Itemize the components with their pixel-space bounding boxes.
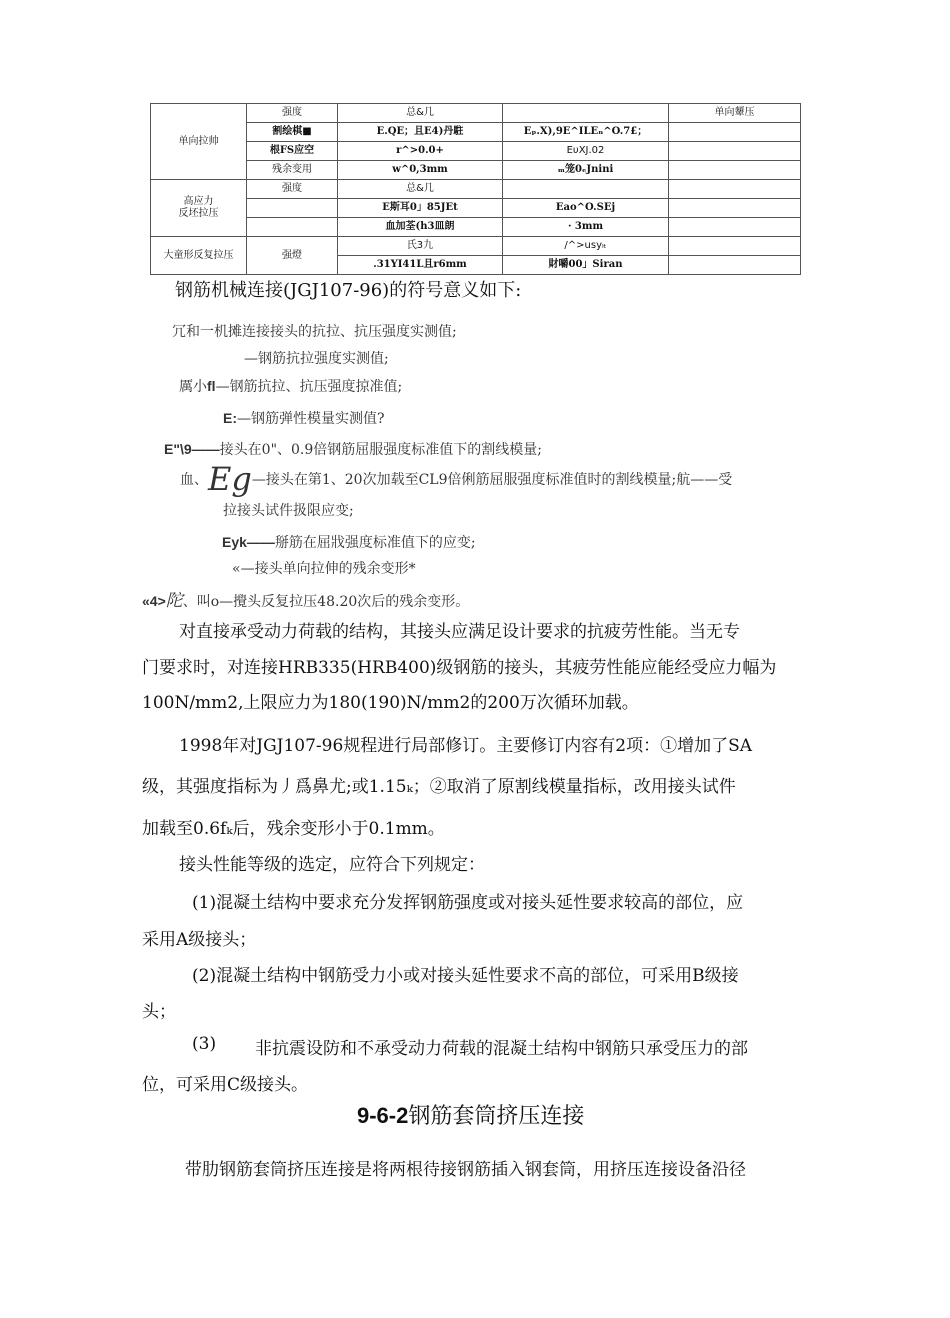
symbol-bold: E:	[223, 410, 237, 426]
paragraph-line: 门要求时，对连接HRB335(HRB400)级钢筋的接头，其疲劳性能应能经受应力幅为	[142, 658, 777, 678]
table-cell: E.QE；且E4)丹駐	[338, 123, 503, 142]
table-cell: 根FS应空	[247, 142, 338, 161]
symbol-line: 拉接头试件扱限应变;	[223, 503, 354, 519]
row-label-cyclic: 大童形反复拉压	[151, 237, 247, 275]
table-cell: 残余变用	[247, 161, 338, 180]
table-cell	[669, 256, 801, 275]
table-cell	[503, 104, 669, 123]
symbol-line	[164, 439, 542, 459]
table-cell	[669, 123, 801, 142]
symbol-line: —钢筋抗拉强度实测值;	[244, 351, 389, 367]
table-cell	[669, 161, 801, 180]
table-cell: 总&几	[338, 104, 503, 123]
table-cell: 割绘棋■	[247, 123, 338, 142]
symbol-italic: 陀	[165, 591, 183, 611]
paragraph-line: 带肋钢筋套筒挤压连接是将两根待接钢筋插入钢套筒，用挤压连接设备沿径	[185, 1160, 746, 1180]
table-cell: /^>usyₗₜ	[503, 237, 669, 256]
table-cell: 强度	[247, 180, 338, 199]
table-cell	[247, 218, 338, 237]
paragraph-line: 1998年对JGJ107-96规程进行局部修订。主要修订内容有2项：①增加了SA	[179, 736, 753, 756]
symbol-text: —接头在第1、20次加载至CL9倍俐筋屈服强度标准值时的割线模量;航——受	[251, 472, 733, 488]
list-item-number: (3)	[192, 1034, 217, 1054]
symbol-text: 接头在0"、0.9倍钢筋屈服强度标准值下的割线模量;	[219, 442, 542, 458]
symbol-text: 、叫o—攪头反复拉压48.20次后的残余变形。	[182, 594, 470, 610]
row-label-high-stress	[151, 180, 247, 237]
row-label-line: 高应力	[183, 196, 214, 207]
list-item-line: (1)混凝土结构中要求充分发挥钢筋强度或对接头延性要求较高的部位，应	[192, 893, 744, 913]
symbol-bold: Eyk——	[222, 534, 275, 550]
symbol-bold: «4>	[142, 593, 166, 609]
symbol-text: 掰筋在屈戕强度标准值下的应变;	[274, 535, 476, 551]
table-cell	[669, 180, 801, 199]
list-item-line: (2)混凝土结构中钢筋受力小或对接头延性要求不高的部位，可采用B级接	[192, 966, 739, 986]
paragraph-line: 级，其强度指标为丿爲鼻尤;或1.15ₖ；②取消了原割线模量指标，改用接头试件	[142, 777, 736, 797]
paragraph-line: 对直接承受动力荷载的结构，其接头应满足设计要求的抗疲劳性能。当无专	[179, 622, 740, 642]
table-cell	[503, 180, 669, 199]
paragraph-line: 100N/mm2,上限应力为180(190)N/mm2的200万次循环加载。	[142, 693, 639, 713]
symbol-line	[180, 460, 732, 498]
paragraph-line: 接头性能等级的选定，应符合下列规定：	[179, 855, 485, 875]
table-cell: 氏3九	[338, 237, 503, 256]
paragraph-line: 加载至0.6fₖ后，残余变形小于0.1mm。	[142, 819, 445, 839]
section-heading	[357, 1099, 584, 1130]
table-cell: E斯耳0」85JEt	[338, 199, 503, 218]
row-label-line: 反坯拉压	[178, 208, 219, 219]
symbol-line	[222, 532, 476, 552]
row-label-tension: 单向拉帅	[151, 104, 247, 180]
symbol-prefix: 血、	[180, 472, 208, 488]
table-cell: .31YI41L且r6mm	[338, 256, 503, 275]
table-cell: 单向顰压	[669, 104, 801, 123]
table-cell: r^>0.0+	[338, 142, 503, 161]
symbol-line: «—接头单向拉伸的残余变形*	[232, 561, 416, 577]
table-cell	[247, 199, 338, 218]
list-item-line: 位，可采用C级接头。	[142, 1075, 309, 1095]
list-item-line: 头；	[142, 1002, 176, 1022]
table-cell: · 3mm	[503, 218, 669, 237]
property-table	[150, 103, 801, 275]
table-cell	[669, 142, 801, 161]
table-cell: ₘ笼0ₑJnini	[503, 161, 669, 180]
table-cell: 总&几	[338, 180, 503, 199]
symbol-line: 冗和一机摊连接接头的抗拉、抗压强度实测值;	[172, 324, 457, 340]
table-cell: Eₚ.X),9E^ILEₙ^O.7£；	[503, 123, 669, 142]
table-cell: 强度	[247, 104, 338, 123]
symbol-prefix: 厲小	[179, 379, 207, 395]
table-cell: EυXJ.02	[503, 142, 669, 161]
symbol-caption: 钢筋机械连接(JGJ107-96)的符号意义如下:	[175, 280, 522, 301]
list-item-line: 非抗震设防和不承受动力荷载的混凝土结构中钢筋只承受压力的部	[255, 1039, 748, 1059]
table-cell: Eao^O.SEj	[503, 199, 669, 218]
section-title: 钢筋套筒挤压连接	[408, 1104, 585, 1129]
table-cell	[669, 237, 801, 256]
symbol-text: —钢筋抗拉、抗压强度掠准值;	[215, 379, 403, 395]
symbol-bold: E"\9——	[164, 441, 220, 457]
symbol-large: Eg	[208, 460, 252, 498]
list-item-line: 采用A级接头；	[142, 930, 257, 950]
symbol-line	[142, 586, 469, 611]
symbol-bold: fl	[207, 378, 216, 394]
table-cell: w^0,3mm	[338, 161, 503, 180]
table-cell: 血加荃(h3皿朗	[338, 218, 503, 237]
table-cell	[669, 218, 801, 237]
symbol-line	[179, 376, 402, 396]
table-cell	[669, 199, 801, 218]
symbol-line	[223, 408, 385, 428]
table-cell: 强燈	[247, 237, 338, 275]
section-number: 9-6-2	[357, 1103, 409, 1128]
symbol-text: —钢筋弹性模量实测值?	[237, 411, 385, 427]
table-cell: 財嚼00」Siran	[503, 256, 669, 275]
